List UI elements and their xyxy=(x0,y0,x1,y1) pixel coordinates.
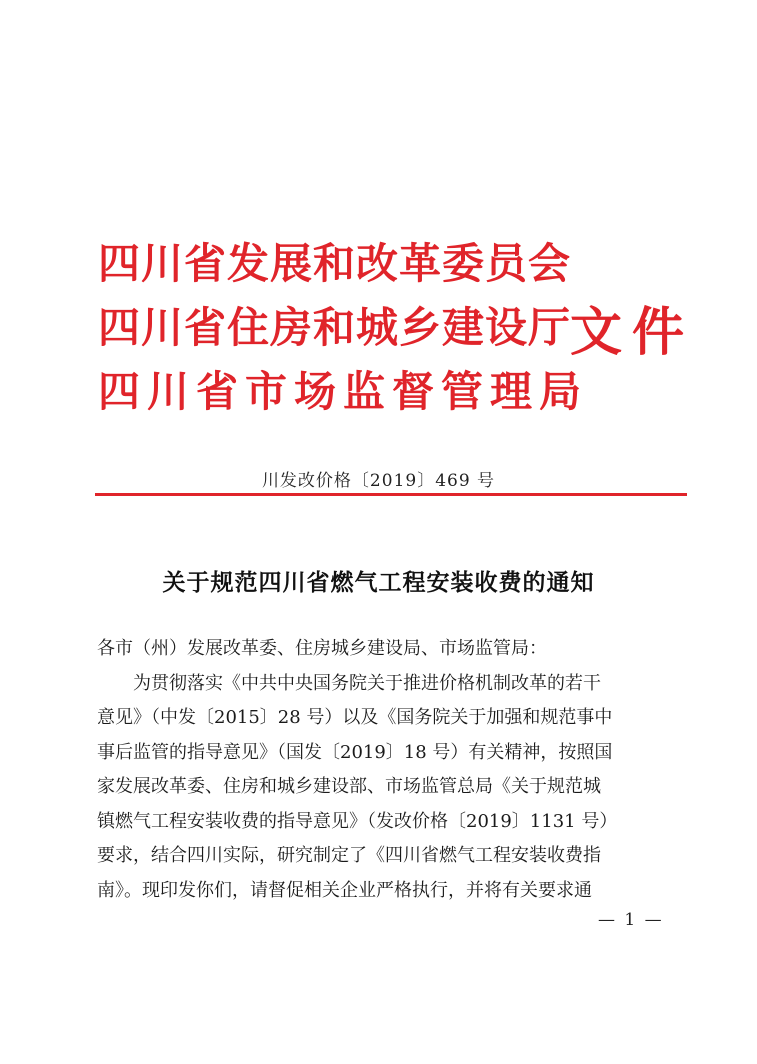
issuer-1: 四川省发展和改革委员会 xyxy=(98,239,572,288)
document-word: 文件 xyxy=(570,303,695,363)
body-line: 镇燃气工程安装收费的指导意见》（发改价格〔2019〕1131 号） xyxy=(97,810,618,832)
body-line: 事后监管的指导意见》（国发〔2019〕18 号）有关精神，按照国 xyxy=(97,741,613,763)
issuer-2: 四川省住房和城乡建设厅 xyxy=(98,303,572,352)
issuer-3: 四川省市场监督管理局 xyxy=(98,367,589,416)
body-line: 南》。现印发你们，请督促相关企业严格执行，并将有关要求通 xyxy=(97,879,592,901)
page-number: — 1 — xyxy=(598,910,664,930)
document-body xyxy=(97,632,697,908)
body-line: 意见》（中发〔2015〕28 号）以及《国务院关于加强和规范事中 xyxy=(97,707,613,728)
body-line: 要求，结合四川实际，研究制定了《四川省燃气工程安装收费指 xyxy=(97,845,601,866)
document-title: 关于规范四川省燃气工程安装收费的通知 xyxy=(162,569,595,596)
document-number: 川发改价格〔2019〕469 号 xyxy=(261,471,496,491)
body-line: 为贯彻落实《中共中央国务院关于推进价格机制改革的若干 xyxy=(133,672,601,694)
red-divider xyxy=(95,493,687,496)
body-line: 家发展改革委、住房和城乡建设部、市场监管总局《关于规范城 xyxy=(97,776,601,797)
issuing-authorities xyxy=(98,232,589,424)
addressee: 各市（州）发展改革委、住房城乡建设局、市场监管局： xyxy=(97,638,547,659)
